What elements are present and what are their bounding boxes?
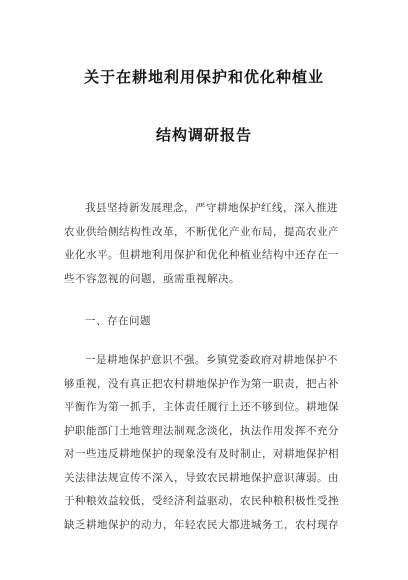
body-paragraph — [64, 349, 354, 537]
paragraph-line: 些不容忽视的问题，亟需重视解决。 — [64, 272, 240, 285]
paragraph-line: 对一些违反耕地保护的现象没有及时制止，对耕地保护相 — [64, 448, 339, 460]
paragraph-line: 农业供给侧结构性改革，不断优化产业布局，提高农业产 — [64, 225, 339, 238]
document-title-line-1: 关于在耕地利用保护和优化种植业 — [83, 68, 324, 86]
paragraph-line: 我县坚持新发展理念，严守耕地保护红线，深入推进 — [85, 202, 338, 214]
paragraph-line: 一是耕地保护意识不强。乡镇党委政府对耕地保护不 — [85, 354, 338, 366]
paragraph-line: 业化水平。但耕地利用保护和优化种植业结构中还存在一 — [64, 249, 339, 261]
document-title-line-2: 结构调研报告 — [155, 126, 252, 144]
paragraph-line: 够重视，没有真正把农村耕地保护作为第一职责，把占补 — [64, 377, 339, 390]
paragraph-line: 护职能部门土地管理法制观念淡化，执法作用发挥不充分 — [64, 424, 339, 437]
paragraph-line: 缺乏耕地保护的动力，年轻农民大都进城务工，农村现存 — [64, 518, 339, 531]
paragraph-line: 于种粮效益较低，受经济利益驱动，农民种粮积极性受挫 — [64, 495, 339, 507]
paragraph-line: 关法律法规宣传不深入，导致农民耕地保护意识薄弱。由 — [64, 471, 339, 484]
paragraph-line: 平衡作为第一抓手，主体责任履行上还不够到位。耕地保 — [64, 401, 339, 413]
section-heading-text: 一、存在问题 — [85, 315, 151, 327]
intro-paragraph — [64, 197, 354, 291]
section-heading — [64, 310, 354, 334]
